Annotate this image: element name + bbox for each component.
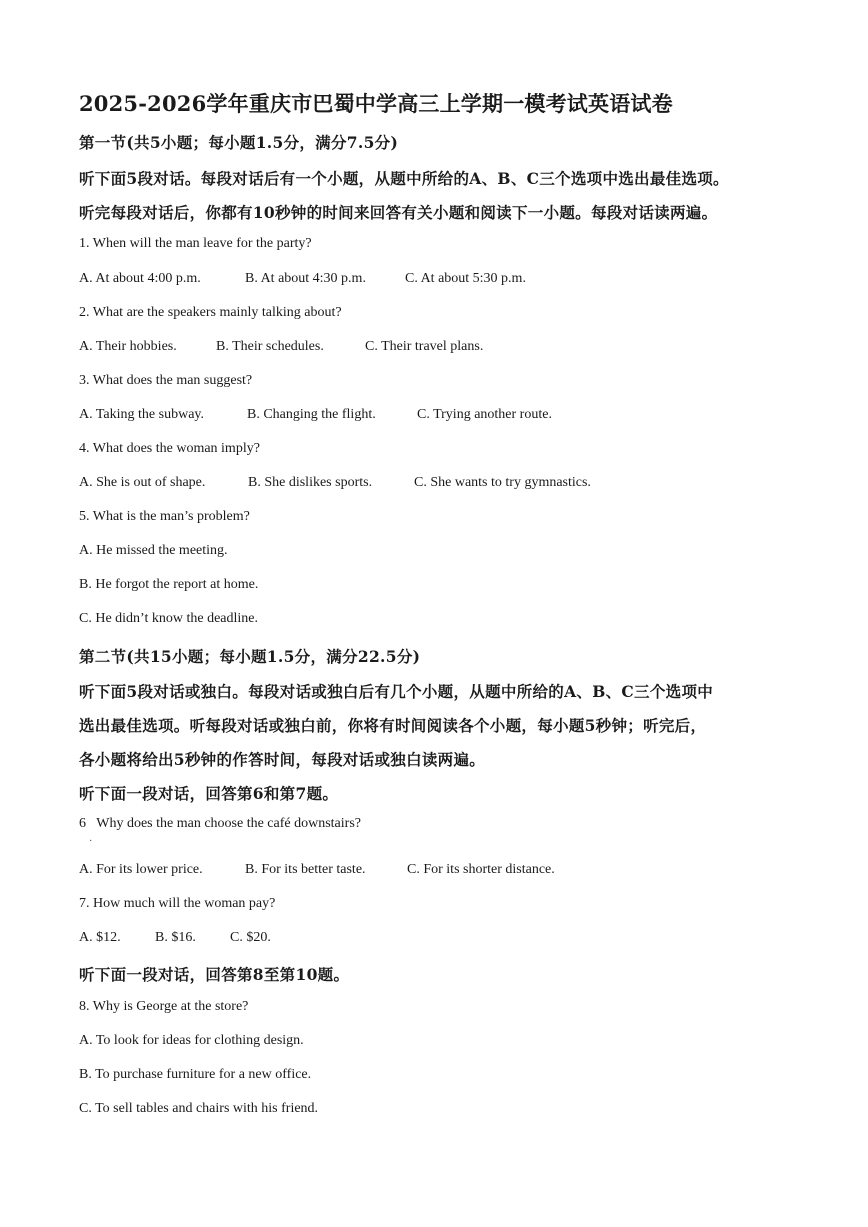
question-7-stem: 7. How much will the woman pay? bbox=[79, 896, 276, 911]
option-c: C. Their travel plans. bbox=[365, 339, 484, 354]
option-c: C. She wants to try gymnastics. bbox=[414, 475, 591, 490]
option-a: A. $12. bbox=[79, 930, 121, 945]
question-3-stem: 3. What does the man suggest? bbox=[79, 373, 253, 388]
scan-dot: · bbox=[89, 836, 93, 847]
question-6-options bbox=[79, 862, 555, 878]
question-2-stem: 2. What are the speakers mainly talking about? bbox=[79, 305, 342, 320]
section1-instruction-2: 听完每段对话后，你都有10秒钟的时间来回答有关小题和阅读下一小题。每段对话读两遍。 bbox=[79, 203, 718, 222]
option-a: A. She is out of shape. bbox=[79, 475, 206, 490]
option-a: A. For its lower price. bbox=[79, 862, 203, 877]
option-c: C. $20. bbox=[230, 930, 271, 945]
question-4-stem: 4. What does the woman imply? bbox=[79, 441, 260, 456]
section2-heading: 第二节(共15小题；每小题1.5分，满分22.5分) bbox=[79, 647, 421, 666]
section2-instruction-3: 各小题将给出5秒钟的作答时间，每段对话或独白读两遍。 bbox=[79, 750, 486, 769]
page-title: 2025-2026学年重庆市巴蜀中学高三上学期一模考试英语试卷 bbox=[79, 91, 673, 116]
question-8-option-c: C. To sell tables and chairs with his friend. bbox=[79, 1101, 319, 1116]
option-c: C. Trying another route. bbox=[417, 407, 552, 422]
group2-heading: 听下面一段对话，回答第8至第10题。 bbox=[79, 965, 350, 984]
option-a: A. Taking the subway. bbox=[79, 407, 205, 422]
section1-heading: 第一节(共5小题；每小题1.5分，满分7.5分) bbox=[79, 133, 399, 152]
question-5-option-b: B. He forgot the report at home. bbox=[79, 577, 259, 592]
option-c: C. At about 5:30 p.m. bbox=[405, 271, 526, 286]
question-8-option-b: B. To purchase furniture for a new office. bbox=[79, 1067, 312, 1082]
question-5-stem: 5. What is the man’s problem? bbox=[79, 509, 250, 524]
question-8-option-a: A. To look for ideas for clothing design. bbox=[79, 1033, 304, 1048]
question-3-options bbox=[79, 407, 552, 423]
option-a: A. Their hobbies. bbox=[79, 339, 177, 354]
option-b: B. Changing the flight. bbox=[247, 407, 376, 422]
option-b: B. $16. bbox=[155, 930, 196, 945]
option-b: B. She dislikes sports. bbox=[248, 475, 373, 490]
question-1-stem: 1. When will the man leave for the party? bbox=[79, 236, 312, 251]
question-5-option-a: A. He missed the meeting. bbox=[79, 543, 228, 558]
option-b: B. Their schedules. bbox=[216, 339, 324, 354]
question-6-stem: 6 Why does the man choose the café downstairs? bbox=[79, 816, 361, 831]
question-8-stem: 8. Why is George at the store? bbox=[79, 999, 249, 1014]
question-2-options bbox=[79, 339, 483, 355]
option-c: C. For its shorter distance. bbox=[407, 862, 555, 877]
group1-heading: 听下面一段对话，回答第6和第7题。 bbox=[79, 784, 339, 803]
option-b: B. At about 4:30 p.m. bbox=[245, 271, 366, 286]
question-7-options bbox=[79, 930, 271, 946]
question-4-options bbox=[79, 475, 591, 491]
option-b: B. For its better taste. bbox=[245, 862, 366, 877]
section2-instruction-2: 选出最佳选项。听每段对话或独白前，你将有时间阅读各个小题，每小题5秒钟；听完后， bbox=[79, 716, 707, 735]
section1-instruction-1: 听下面5段对话。每段对话后有一个小题，从题中所给的A、B、C三个选项中选出最佳选项。 bbox=[79, 169, 729, 188]
section2-instruction-1: 听下面5段对话或独白。每段对话或独白后有几个小题，从题中所给的A、B、C三个选项中 bbox=[79, 682, 714, 701]
question-5-option-c: C. He didn’t know the deadline. bbox=[79, 611, 258, 626]
question-1-options bbox=[79, 271, 526, 287]
option-a: A. At about 4:00 p.m. bbox=[79, 271, 201, 286]
